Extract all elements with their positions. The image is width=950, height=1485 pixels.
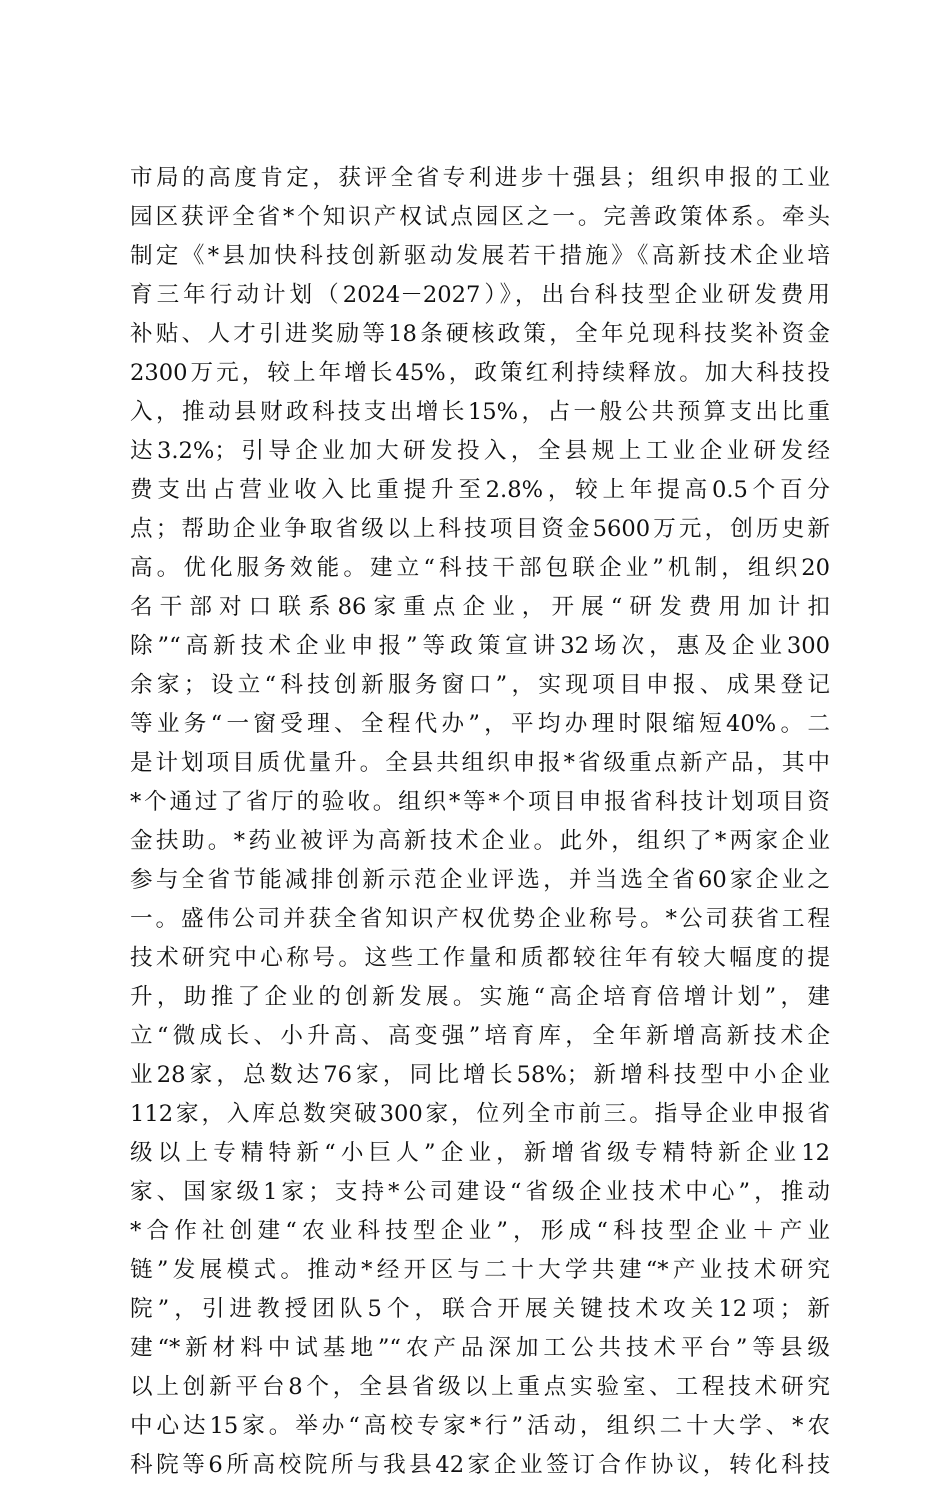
text-line-14: 余家；设立“科技创新服务窗口”，实现项目申报、成果登记	[130, 672, 830, 698]
text-line-8: 达3.2%；引导企业加大研发投入，全县规上工业企业研发经	[130, 438, 830, 464]
text-line-2: 园区获评全省*个知识产权试点园区之一。完善政策体系。牵头	[130, 204, 830, 230]
text-line-29: 链”发展模式。推动*经开区与二十大学共建“*产业技术研究	[130, 1257, 830, 1283]
text-line-18: 金扶助。*药业被评为高新技术企业。此外，组织了*两家企业	[130, 828, 830, 854]
text-line-30: 院”，引进教授团队5个，联合开展关键技术攻关12项；新	[130, 1296, 830, 1322]
text-line-11: 高。优化服务效能。建立“科技干部包联企业”机制，组织20	[130, 555, 830, 581]
text-line-31: 建“*新材料中试基地”“农产品深加工公共技术平台”等县级	[130, 1335, 830, 1361]
text-line-19: 参与全省节能减排创新示范企业评选，并当选全省60家企业之	[130, 867, 830, 893]
text-line-9: 费支出占营业收入比重提升至2.8%，较上年提高0.5个百分	[130, 477, 830, 503]
text-line-34: 科院等6所高校院所与我县42家企业签订合作协议，转化科技	[130, 1452, 830, 1478]
text-line-1: 市局的高度肯定，获评全省专利进步十强县；组织申报的工业	[130, 165, 830, 191]
text-line-21: 技术研究中心称号。这些工作量和质都较往年有较大幅度的提	[130, 945, 830, 971]
text-line-28: *合作社创建“农业科技型企业”，形成“科技型企业＋产业	[130, 1218, 830, 1244]
text-line-16: 是计划项目质优量升。全县共组织申报*省级重点新产品，其中	[130, 750, 830, 776]
text-line-20: 一。盛伟公司并获全省知识产权优势企业称号。*公司获省工程	[130, 906, 830, 932]
text-line-32: 以上创新平台8个，全县省级以上重点实验室、工程技术研究	[130, 1374, 830, 1400]
text-line-25: 112家，入库总数突破300家，位列全市前三。指导企业申报省	[130, 1101, 830, 1127]
text-line-23: 立“微成长、小升高、高变强”培育库，全年新增高新技术企	[130, 1023, 830, 1049]
text-line-6: 2300万元，较上年增长45%，政策红利持续释放。加大科技投	[130, 360, 830, 386]
text-line-4: 育三年行动计划（2024－2027）》，出台科技型企业研发费用	[130, 282, 830, 308]
text-line-26: 级以上专精特新“小巨人”企业，新增省级专精特新企业12	[130, 1140, 830, 1166]
text-line-17: *个通过了省厅的验收。组织*等*个项目申报省科技计划项目资	[130, 789, 830, 815]
text-line-33: 中心达15家。举办“高校专家*行”活动，组织二十大学、*农	[130, 1413, 830, 1439]
text-line-15: 等业务“一窗受理、全程代办”，平均办理时限缩短40%。二	[130, 711, 830, 737]
text-line-13: 除”“高新技术企业申报”等政策宣讲32场次，惠及企业300	[130, 633, 830, 659]
text-line-22: 升，助推了企业的创新发展。实施“高企培育倍增计划”，建	[130, 984, 830, 1010]
text-line-10: 点；帮助企业争取省级以上科技项目资金5600万元，创历史新	[130, 516, 830, 542]
text-line-5: 补贴、人才引进奖励等18条硬核政策，全年兑现科技奖补资金	[130, 321, 830, 347]
text-line-27: 家、国家级1家；支持*公司建设“省级企业技术中心”，推动	[130, 1179, 830, 1205]
text-line-24: 业28家，总数达76家，同比增长58%；新增科技型中小企业	[130, 1062, 830, 1088]
text-line-12: 名干部对口联系86家重点企业，开展“研发费用加计扣	[130, 594, 830, 620]
text-line-7: 入，推动县财政科技支出增长15%，占一般公共预算支出比重	[130, 399, 830, 425]
text-line-3: 制定《*县加快科技创新驱动发展若干措施》《高新技术企业培	[130, 243, 830, 269]
body-text	[130, 159, 830, 1485]
